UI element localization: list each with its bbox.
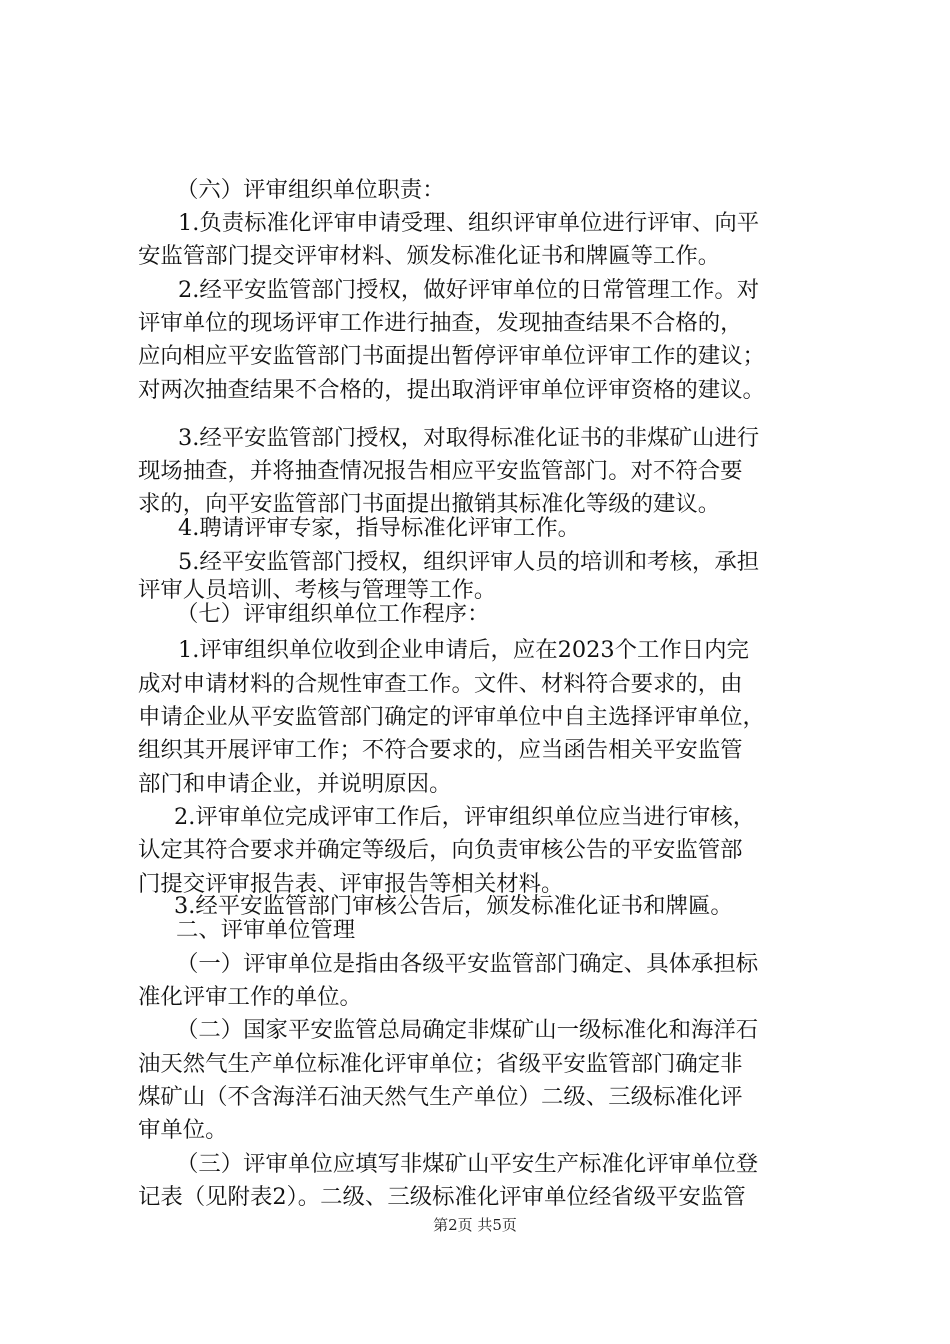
text-line: 准化评审工作的单位。 (138, 984, 362, 1010)
text-line: 审单位。 (138, 1117, 228, 1143)
text-line: 应向相应平安监管部门书面提出暂停评审单位评审工作的建议； (138, 343, 765, 369)
text-line: 3.经平安监管部门审核公告后，颁发标准化证书和牌匾。 (174, 893, 733, 919)
text-line: 2.经平安监管部门授权，做好评审单位的日常管理工作。对 (178, 277, 760, 303)
text-line: 2.评审单位完成评审工作后，评审组织单位应当进行审核， (174, 804, 756, 830)
text-line: 现场抽查，并将抽查情况报告相应平安监管部门。对不符合要 (138, 458, 743, 484)
text-line: （六）评审组织单位职责： (176, 177, 445, 203)
text-line: 4.聘请评审专家，指导标准化评审工作。 (178, 515, 581, 541)
section-heading: 二、评审单位管理 (176, 917, 356, 943)
text-line: 1.评审组织单位收到企业申请后，应在2023个工作日内完 (178, 637, 749, 663)
text-line: （一）评审单位是指由各级平安监管部门确定、具体承担标 (176, 951, 759, 977)
text-line: 认定其符合要求并确定等级后，向负责审核公告的平安监管部 (138, 837, 743, 863)
page-number-footer: 第2页 共5页 (433, 1216, 517, 1234)
text-line: 求的，向平安监管部门书面提出撤销其标准化等级的建议。 (138, 491, 721, 517)
text-line: （七）评审组织单位工作程序： (176, 601, 490, 627)
text-line: 申请企业从平安监管部门确定的评审单位中自主选择评审单位， (138, 704, 765, 730)
text-line: 油天然气生产单位标准化评审单位；省级平安监管部门确定非 (138, 1051, 743, 1077)
text-line: 5.经平安监管部门授权，组织评审人员的培训和考核，承担 (178, 549, 760, 575)
text-line: 部门和申请企业，并说明原因。 (138, 771, 452, 797)
text-line: 安监管部门提交评审材料、颁发标准化证书和牌匾等工作。 (138, 243, 721, 269)
text-line: （三）评审单位应填写非煤矿山平安生产标准化评审单位登 (176, 1151, 759, 1177)
text-line: 成对申请材料的合规性审查工作。文件、材料符合要求的，由 (138, 671, 743, 697)
text-line: 门提交评审报告表、评审报告等相关材料。 (138, 871, 564, 897)
text-line: 评审单位的现场评审工作进行抽查，发现抽查结果不合格的， (138, 310, 743, 336)
text-line: 组织其开展评审工作；不符合要求的，应当函告相关平安监管 (138, 737, 743, 763)
text-line: 3.经平安监管部门授权，对取得标准化证书的非煤矿山进行 (178, 425, 760, 451)
text-line: （二）国家平安监管总局确定非煤矿山一级标准化和海洋石 (176, 1017, 759, 1043)
text-line: 评审人员培训、考核与管理等工作。 (138, 577, 497, 603)
text-line: 记表（见附表2）。二级、三级标准化评审单位经省级平安监管 (138, 1184, 746, 1210)
text-line: 煤矿山（不含海洋石油天然气生产单位）二级、三级标准化评 (138, 1084, 743, 1110)
text-line: 1.负责标准化评审申请受理、组织评审单位进行评审、向平 (178, 210, 760, 236)
text-line: 对两次抽查结果不合格的，提出取消评审单位评审资格的建议。 (138, 377, 765, 403)
